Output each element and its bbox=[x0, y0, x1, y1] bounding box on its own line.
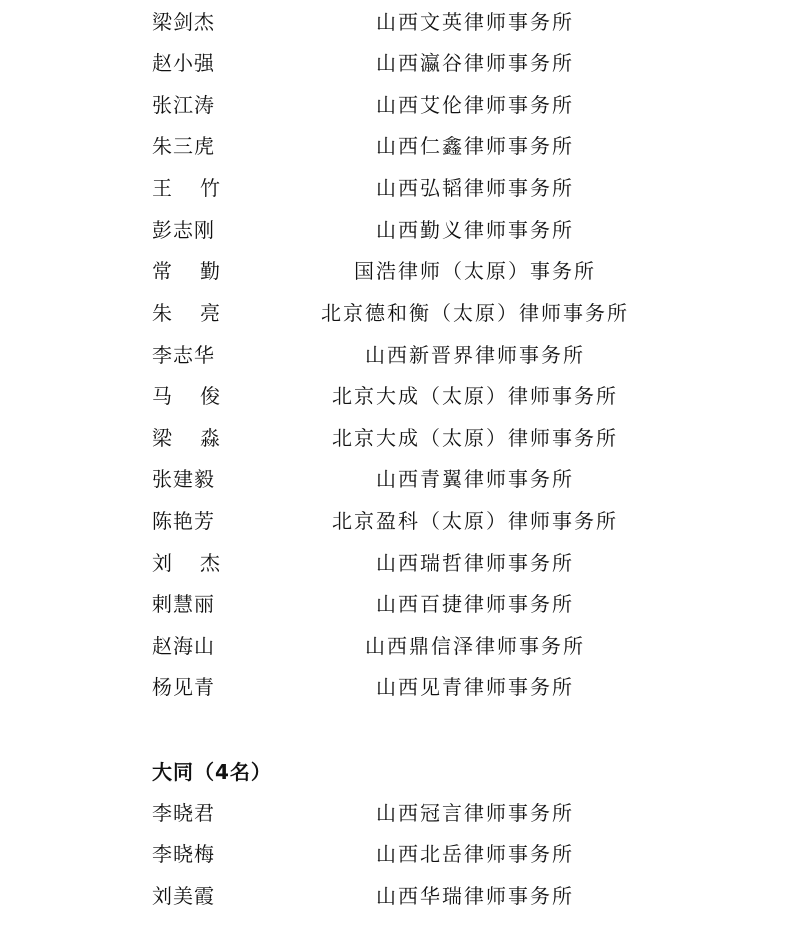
list-item bbox=[0, 85, 794, 125]
lawyer-name-last: 杰 bbox=[200, 551, 220, 575]
list-item bbox=[0, 626, 794, 666]
lawyer-name-last: 勤 bbox=[200, 259, 220, 283]
list-item bbox=[0, 501, 794, 541]
lawyer-name-last: 俊 bbox=[200, 384, 220, 408]
lawyer-name-first: 王 bbox=[152, 176, 172, 200]
list-item bbox=[0, 126, 794, 166]
list-item bbox=[0, 335, 794, 375]
law-firm-name: 山西艾伦律师事务所 bbox=[376, 93, 574, 117]
law-firm-name: 北京德和衡（太原）律师事务所 bbox=[321, 301, 629, 325]
list-item bbox=[0, 793, 794, 833]
law-firm-name: 山西勤义律师事务所 bbox=[376, 218, 574, 242]
law-firm-name: 山西百捷律师事务所 bbox=[376, 592, 574, 616]
law-firm-name: 山西华瑞律师事务所 bbox=[376, 884, 574, 908]
lawyer-name: 朱三虎 bbox=[152, 134, 215, 158]
section-heading-datong: 大同（4名） bbox=[152, 760, 272, 784]
law-firm-name: 山西见青律师事务所 bbox=[376, 675, 574, 699]
list-item bbox=[0, 834, 794, 874]
law-firm-name: 山西文英律师事务所 bbox=[376, 10, 574, 34]
lawyer-name: 张建毅 bbox=[152, 467, 215, 491]
lawyer-name bbox=[152, 168, 220, 208]
lawyer-name: 刘美霞 bbox=[152, 884, 215, 908]
lawyer-name bbox=[152, 418, 220, 458]
lawyer-name bbox=[152, 251, 220, 291]
lawyer-name: 李晓君 bbox=[152, 801, 215, 825]
list-item bbox=[0, 43, 794, 83]
law-firm-name: 山西弘韬律师事务所 bbox=[376, 176, 574, 200]
list-item bbox=[0, 876, 794, 916]
lawyer-name-last: 竹 bbox=[200, 176, 220, 200]
law-firm-name: 山西冠言律师事务所 bbox=[376, 801, 574, 825]
list-item bbox=[0, 376, 794, 416]
lawyer-name: 陈艳芳 bbox=[152, 509, 215, 533]
list-item bbox=[0, 210, 794, 250]
lawyer-name: 张江涛 bbox=[152, 93, 215, 117]
list-item bbox=[0, 293, 794, 333]
lawyer-name-last: 淼 bbox=[200, 426, 220, 450]
lawyer-name: 彭志刚 bbox=[152, 218, 215, 242]
law-firm-name: 山西北岳律师事务所 bbox=[376, 842, 574, 866]
list-item bbox=[0, 418, 794, 458]
list-item bbox=[0, 168, 794, 208]
list-item bbox=[0, 584, 794, 624]
lawyer-name: 李晓梅 bbox=[152, 842, 215, 866]
lawyer-name-first: 常 bbox=[152, 259, 172, 283]
law-firm-name: 山西青翼律师事务所 bbox=[376, 467, 574, 491]
lawyer-name: 李志华 bbox=[152, 343, 215, 367]
law-firm-name: 北京盈科（太原）律师事务所 bbox=[332, 509, 618, 533]
lawyer-name-last: 亮 bbox=[200, 301, 220, 325]
lawyer-name: 剌慧丽 bbox=[152, 592, 215, 616]
law-firm-name: 国浩律师（太原）事务所 bbox=[354, 259, 596, 283]
list-item bbox=[0, 251, 794, 291]
lawyer-name: 杨见青 bbox=[152, 675, 215, 699]
lawyer-name: 梁剑杰 bbox=[152, 10, 215, 34]
lawyer-name: 赵小强 bbox=[152, 51, 215, 75]
law-firm-name: 山西瑞哲律师事务所 bbox=[376, 551, 574, 575]
lawyer-name-first: 马 bbox=[152, 384, 172, 408]
law-firm-name: 山西鼎信泽律师事务所 bbox=[365, 634, 585, 658]
lawyer-name bbox=[152, 293, 220, 333]
lawyer-name bbox=[152, 543, 220, 583]
lawyer-name-first: 梁 bbox=[152, 426, 172, 450]
list-item bbox=[0, 667, 794, 707]
lawyer-name-first: 刘 bbox=[152, 551, 172, 575]
lawyer-name: 赵海山 bbox=[152, 634, 215, 658]
list-item bbox=[0, 2, 794, 42]
law-firm-name: 山西瀛谷律师事务所 bbox=[376, 51, 574, 75]
law-firm-name: 北京大成（太原）律师事务所 bbox=[332, 426, 618, 450]
lawyer-name bbox=[152, 376, 220, 416]
law-firm-name: 山西新晋界律师事务所 bbox=[365, 343, 585, 367]
law-firm-name: 北京大成（太原）律师事务所 bbox=[332, 384, 618, 408]
list-item bbox=[0, 543, 794, 583]
law-firm-name: 山西仁鑫律师事务所 bbox=[376, 134, 574, 158]
list-item bbox=[0, 459, 794, 499]
lawyer-name-first: 朱 bbox=[152, 301, 172, 325]
